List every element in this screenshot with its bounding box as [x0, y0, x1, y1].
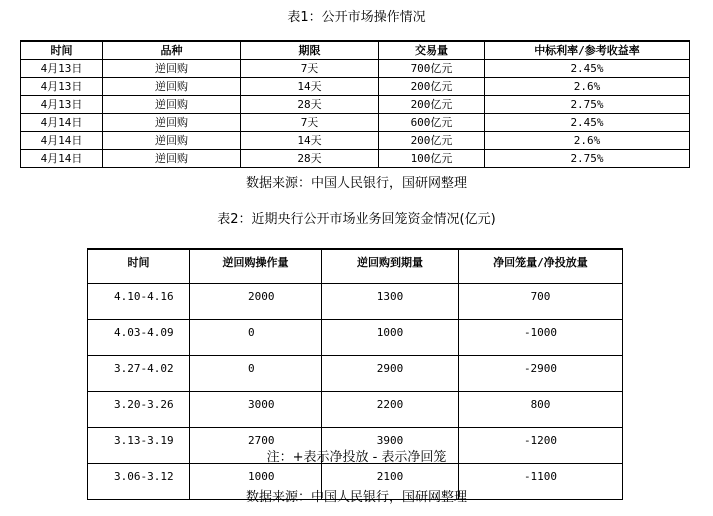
table1-cell: 逆回购	[103, 132, 241, 150]
table1-cell: 7天	[241, 60, 379, 78]
table2-cell: 2200	[322, 392, 459, 428]
table-row	[21, 96, 690, 114]
table1-cell: 逆回购	[103, 78, 241, 96]
table-row	[88, 392, 623, 428]
table1-cell: 7天	[241, 114, 379, 132]
table2-cell: 0	[190, 320, 322, 356]
table1-cell: 逆回购	[103, 150, 241, 168]
table1-cell: 4月14日	[21, 114, 103, 132]
open-market-operations-table	[20, 40, 690, 168]
table2-cell: 4.03-4.09	[88, 320, 190, 356]
table2-cell: 0	[190, 356, 322, 392]
table2-header-reverse-repo-ops: 逆回购操作量	[190, 249, 322, 284]
table1-cell: 逆回购	[103, 114, 241, 132]
table2-cell: 2000	[190, 284, 322, 320]
table1-header-term: 期限	[241, 41, 379, 60]
table1-header-time: 时间	[21, 41, 103, 60]
table1-cell: 28天	[241, 150, 379, 168]
table1-header-volume: 交易量	[379, 41, 485, 60]
table2-cell: 3.27-4.02	[88, 356, 190, 392]
table2-cell: 4.10-4.16	[88, 284, 190, 320]
table1-cell: 14天	[241, 78, 379, 96]
table1-cell: 逆回购	[103, 60, 241, 78]
table2-header-reverse-repo-maturity: 逆回购到期量	[322, 249, 459, 284]
table1-cell: 4月14日	[21, 132, 103, 150]
table-row	[88, 320, 623, 356]
table2-header-time: 时间	[88, 249, 190, 284]
table1-header-row	[21, 41, 690, 60]
table2-cell: -1200	[459, 428, 623, 464]
table-row	[21, 132, 690, 150]
table2-cell: -1000	[459, 320, 623, 356]
table1-cell: 600亿元	[379, 114, 485, 132]
table1-cell: 2.75%	[485, 96, 690, 114]
table2-cell: 3000	[190, 392, 322, 428]
table1-header-rate: 中标利率/参考收益率	[485, 41, 690, 60]
table2-cell: 3.13-3.19	[88, 428, 190, 464]
table1-cell: 4月14日	[21, 150, 103, 168]
table2-cell: 3.20-3.26	[88, 392, 190, 428]
table2-note: 注：+表示净投放 - 表示净回笼	[266, 450, 447, 465]
table1-cell: 4月13日	[21, 78, 103, 96]
table1-cell: 700亿元	[379, 60, 485, 78]
table2-caption: 表2：近期央行公开市场业务回笼资金情况(亿元)	[217, 212, 496, 227]
table2-source: 数据来源：中国人民银行，国研网整理	[245, 490, 467, 505]
table2-header-net: 净回笼量/净投放量	[459, 249, 623, 284]
table1-cell: 200亿元	[379, 96, 485, 114]
table2-cell: 700	[459, 284, 623, 320]
table2-cell: 3900	[322, 428, 459, 464]
table-row	[88, 284, 623, 320]
table2-cell: 1300	[322, 284, 459, 320]
table2-cell: 2700	[190, 428, 322, 464]
table-row	[21, 60, 690, 78]
table1-cell: 2.45%	[485, 60, 690, 78]
table-row	[88, 356, 623, 392]
table-row	[21, 114, 690, 132]
table-row	[21, 150, 690, 168]
table1-cell: 28天	[241, 96, 379, 114]
table1-cell: 200亿元	[379, 78, 485, 96]
table1-header-type: 品种	[103, 41, 241, 60]
table1-cell: 2.75%	[485, 150, 690, 168]
table2-cell: -1100	[459, 464, 623, 500]
table1-source: 数据来源：中国人民银行，国研网整理	[245, 176, 467, 191]
table1-cell: 200亿元	[379, 132, 485, 150]
table1-cell: 2.6%	[485, 132, 690, 150]
table1-cell: 逆回购	[103, 96, 241, 114]
table2-cell: 1000	[190, 464, 322, 500]
table2-cell: 800	[459, 392, 623, 428]
table1-cell: 4月13日	[21, 60, 103, 78]
table2-header-row	[88, 249, 623, 284]
table1-cell: 2.6%	[485, 78, 690, 96]
table2-cell: 2100	[322, 464, 459, 500]
table1-cell: 14天	[241, 132, 379, 150]
table-row	[21, 78, 690, 96]
table1-cell: 4月13日	[21, 96, 103, 114]
table1-cell: 100亿元	[379, 150, 485, 168]
table2-cell: 3.06-3.12	[88, 464, 190, 500]
table2-cell: 1000	[322, 320, 459, 356]
table1-cell: 2.45%	[485, 114, 690, 132]
table2-cell: -2900	[459, 356, 623, 392]
table2-cell: 2900	[322, 356, 459, 392]
table1-caption: 表1：公开市场操作情况	[287, 10, 426, 25]
